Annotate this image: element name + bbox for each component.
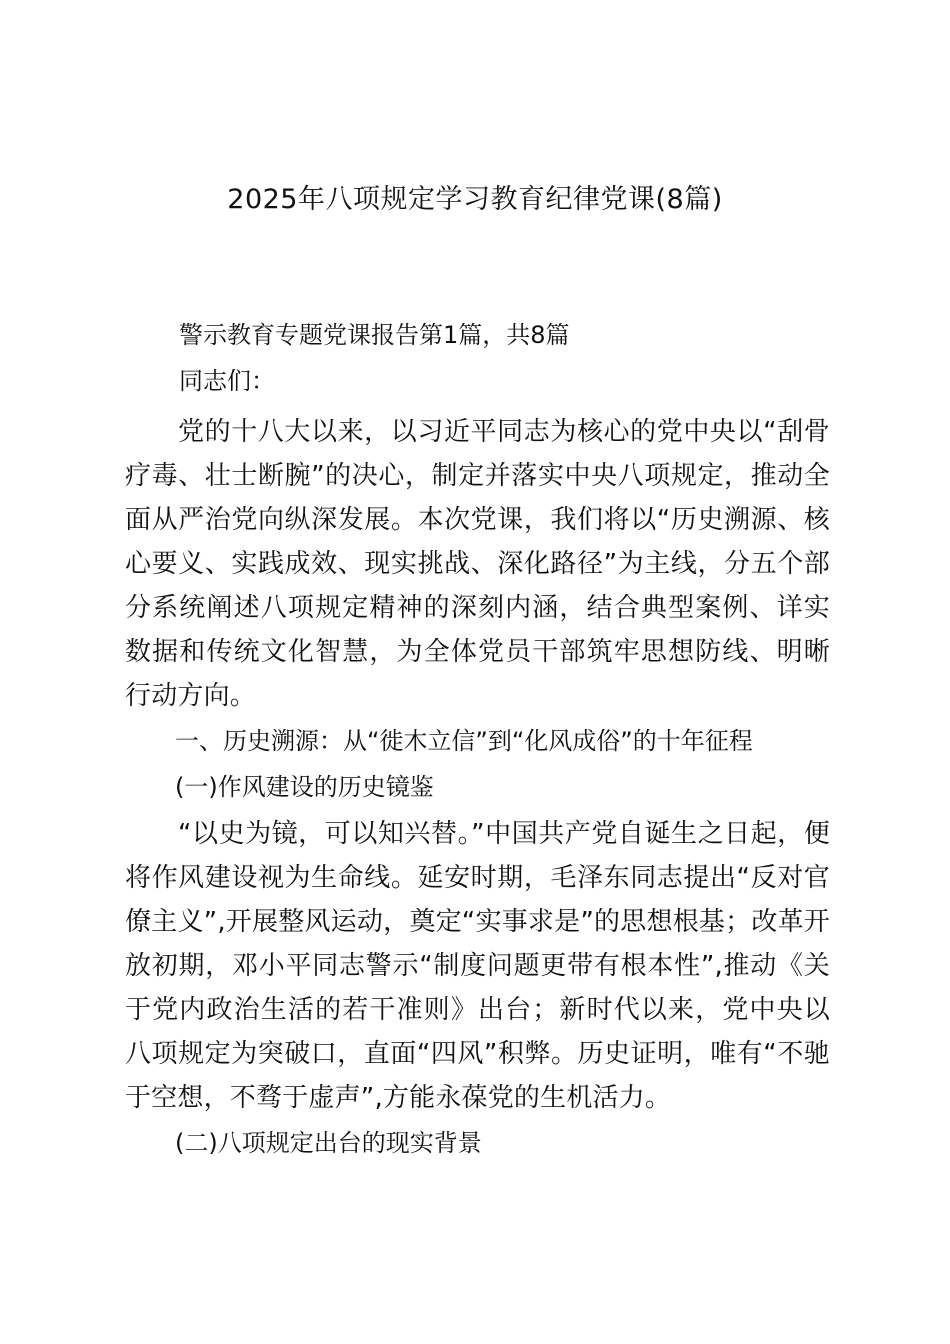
- subsection-heading-1: (一)作风建设的历史镜鉴: [175, 773, 434, 801]
- subsection-heading-2: (二)八项规定出台的现实背景: [175, 1129, 482, 1157]
- document-body: [125, 318, 830, 1168]
- paragraph-intro: 党的十八大以来，以习近平同志为核心的党中央以“刮骨疗毒、壮士断腕”的决心，制定并落实中央八项规定，推动全面从严治党向纵深发展。本次党课，我们将以“历史溯源、核心要义、实践成效、现实挑战、深化路径”为主线，分五个部分系统阐述八项规定精神的深刻内涵，结合典型案例、详实数据和传统文化智慧，为全体党员干部筑牢思想防线、明晰行动方向。: [125, 417, 830, 711]
- greeting: 同志们：: [179, 367, 275, 395]
- paragraph-history: “以史为镜，可以知兴替。”中国共产党自诞生之日起，便将作风建设视为生命线。延安时期，毛泽东同志提出“反对官僚主义”,开展整风运动，奠定“实事求是”的思想根基；改革开放初期，邓小平同志警示“制度问题更带有根本性”,推动《关于党内政治生活的若干准则》出台；新时代以来，党中央以八项规定为突破口，直面“四风”积弊。历史证明，唯有“不驰于空想，不骛于虚声”,方能永葆党的生机活力。: [125, 819, 830, 1113]
- section-heading-1: 一、历史溯源：从“徙木立信”到“化风成俗”的十年征程: [175, 727, 753, 755]
- document-title: 2025年八项规定学习教育纪律党课(8篇): [227, 184, 723, 215]
- document-subtitle: 警示教育专题党课报告第1篇，共8篇: [179, 321, 570, 349]
